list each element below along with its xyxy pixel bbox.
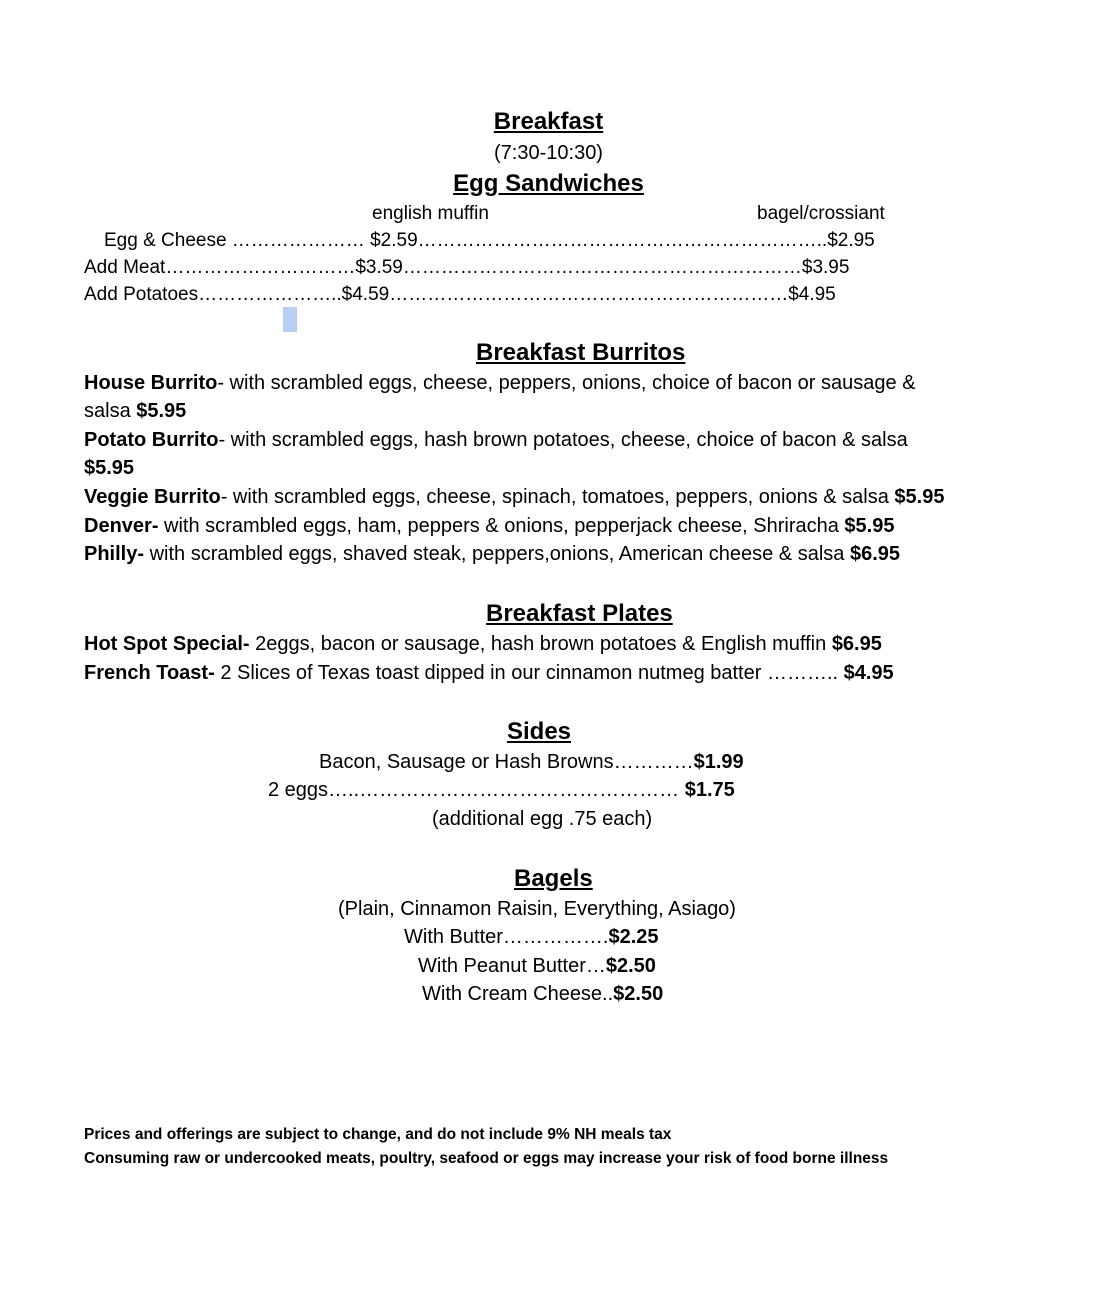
- dot-leader: …………………: [226, 230, 371, 251]
- row-label: Add Meat: [84, 257, 166, 278]
- bagel-flavors: (Plain, Cinnamon Raisin, Everything, Asiago): [338, 898, 736, 920]
- item-label: 2 eggs…..…………………………………………: [268, 779, 685, 801]
- plates-title: Breakfast Plates: [486, 600, 673, 627]
- menu-item-french-toast: [84, 663, 894, 683]
- item-price: $2.25: [608, 926, 659, 948]
- column-header-bagel: bagel/crossiant: [757, 203, 885, 224]
- column-header-english-muffin: english muffin: [372, 203, 489, 224]
- dot-leader: ………………………………………………………: [402, 257, 802, 278]
- item-price: $2.50: [605, 955, 656, 977]
- item-name: French Toast-: [84, 662, 215, 684]
- egg-sandwich-row: [104, 231, 875, 250]
- text-cursor-highlight: [283, 307, 297, 332]
- item-name: Hot Spot Special-: [84, 633, 250, 655]
- menu-item-house-burrito-cont: [84, 401, 186, 421]
- item-name: House Burrito: [84, 372, 218, 394]
- item-description: with scrambled eggs, ham, peppers & onions, pepperjack cheese, Shriracha: [158, 515, 845, 537]
- breakfast-hours: (7:30-10:30): [494, 142, 603, 164]
- item-description: 2 Slices of Texas toast dipped in our cinnamon nutmeg batter ………..: [214, 662, 844, 684]
- price-english-muffin: $2.59: [370, 230, 418, 251]
- item-description: - with scrambled eggs, cheese, peppers, onions, choice of bacon or sausage &: [217, 372, 916, 394]
- breakfast-title: Breakfast: [493, 108, 604, 135]
- item-price: $6.95: [849, 543, 901, 565]
- item-price: $1.75: [684, 779, 735, 801]
- item-label: With Cream Cheese..: [422, 983, 614, 1005]
- burritos-title: Breakfast Burritos: [476, 339, 686, 366]
- item-name: Veggie Burrito: [84, 486, 221, 508]
- item-price: $5.95: [894, 486, 945, 508]
- bagel-item: [418, 956, 656, 976]
- item-description: 2eggs, bacon or sausage, hash brown potatoes & English muffin: [249, 633, 832, 655]
- item-name: Denver-: [84, 515, 159, 537]
- side-item-meats: [319, 752, 744, 772]
- item-name: Philly-: [84, 543, 145, 565]
- dot-leader: ………………………………………………………: [389, 284, 789, 305]
- dot-leader: …………………..: [198, 284, 342, 305]
- price-bagel: $3.95: [801, 257, 850, 278]
- egg-sandwiches-title: Egg Sandwiches: [453, 170, 644, 197]
- item-price: $5.95: [844, 515, 895, 537]
- menu-item-veggie-burrito: [84, 487, 944, 507]
- side-item-eggs: [268, 780, 735, 800]
- egg-sandwich-row: [84, 258, 849, 277]
- footer-tax-note: Prices and offerings are subject to change, and do not include 9% NH meals tax: [84, 1126, 672, 1143]
- price-english-muffin: $3.59: [355, 257, 403, 278]
- bagels-title: Bagels: [514, 865, 593, 892]
- item-description: - with scrambled eggs, cheese, spinach, tomatoes, peppers, onions & salsa: [220, 486, 895, 508]
- menu-item-potato-burrito: [84, 430, 908, 450]
- item-price: $5.95: [84, 457, 135, 479]
- footer-health-warning: Consuming raw or undercooked meats, poultry, seafood or eggs may increase your risk of food borne illness: [84, 1150, 889, 1167]
- egg-sandwich-row: [84, 285, 836, 304]
- row-label: Egg & Cheese: [104, 230, 227, 251]
- dot-leader: …………………………: [165, 257, 356, 278]
- bagel-item: [404, 927, 659, 947]
- menu-item-denver: [84, 516, 894, 536]
- item-description: - with scrambled eggs, hash brown potatoes, cheese, choice of bacon & salsa: [218, 429, 908, 451]
- menu-item-house-burrito: [84, 373, 916, 393]
- item-label: Bacon, Sausage or Hash Browns…………: [319, 751, 694, 773]
- price-bagel: $4.95: [788, 284, 836, 305]
- row-label: Add Potatoes: [84, 284, 199, 305]
- menu-item-philly: [84, 544, 900, 564]
- item-price: $2.50: [613, 983, 664, 1005]
- item-label: With Butter…………….: [404, 926, 609, 948]
- sides-title: Sides: [507, 718, 572, 745]
- price-english-muffin: $4.59: [341, 284, 390, 305]
- dot-leader: ………………………………………………………..: [417, 230, 828, 251]
- item-description: salsa: [84, 400, 137, 422]
- bagel-item: [422, 984, 663, 1004]
- item-label: With Peanut Butter…: [418, 955, 606, 977]
- item-description: with scrambled eggs, shaved steak, peppers,onions, American cheese & salsa: [144, 543, 850, 565]
- item-price: $1.99: [693, 751, 744, 773]
- item-price: $5.95: [136, 400, 187, 422]
- item-price: $6.95: [831, 633, 882, 655]
- menu-item-hot-spot-special: [84, 634, 882, 654]
- side-note: (additional egg .75 each): [432, 808, 653, 830]
- item-price: $4.95: [843, 662, 894, 684]
- item-name: Potato Burrito: [84, 429, 219, 451]
- price-bagel: $2.95: [827, 230, 875, 251]
